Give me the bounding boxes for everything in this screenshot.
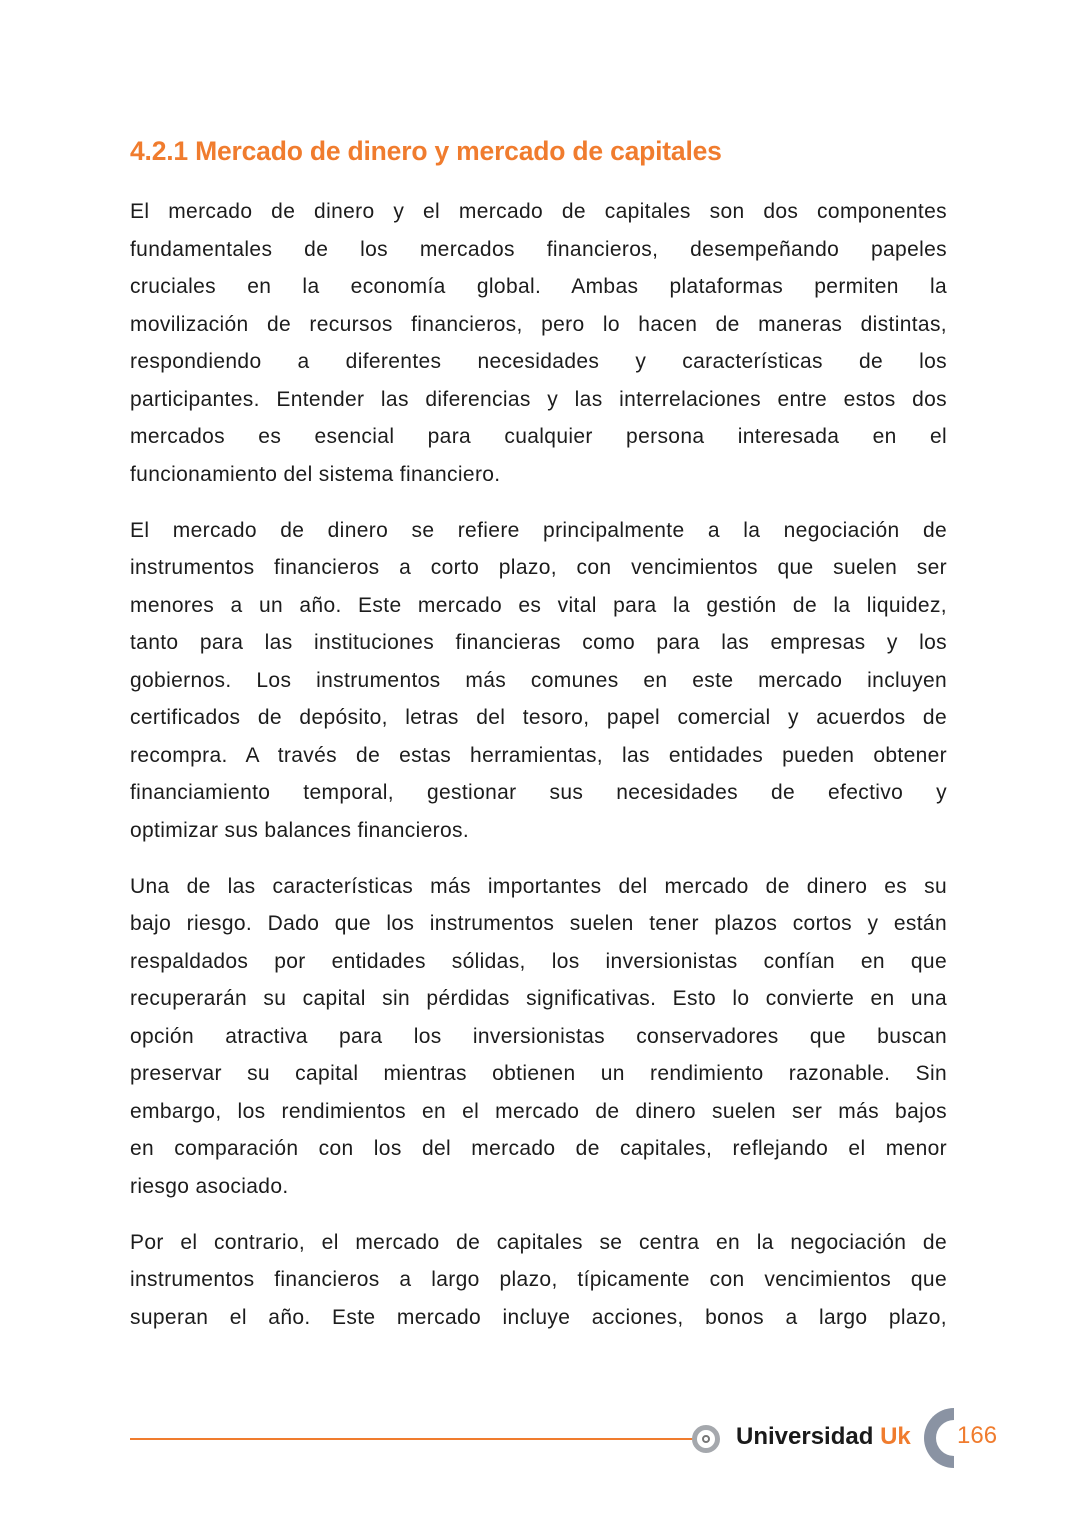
text-line: Por el contrario, el mercado de capitales se centra en la negociación de: [130, 1230, 947, 1254]
text-line: gobiernos. Los instrumentos más comunes en este mercado incluyen: [130, 668, 947, 692]
text-line: recompra. A través de estas herramientas, las entidades pueden obtener: [130, 743, 947, 767]
text-line: tanto para las instituciones financieras como para las empresas y los: [130, 631, 947, 654]
section-heading: 4.2.1 Mercado de dinero y mercado de capitales: [130, 136, 722, 166]
body-text: [130, 193, 947, 1355]
paragraph: [130, 512, 947, 850]
text-line: funcionamiento del sistema financiero.: [130, 462, 501, 486]
text-line: en comparación con los del mercado de capitales, reflejando el menor: [130, 1137, 947, 1160]
text-line: mercados es esencial para cualquier persona interesada en el: [130, 425, 947, 448]
footer-brand: [736, 1423, 911, 1451]
text-line: cruciales en la economía global. Ambas plataformas permiten la: [130, 275, 947, 298]
text-line: El mercado de dinero se refiere principalmente a la negociación de: [130, 518, 947, 542]
text-line: respaldados por entidades sólidas, los inversionistas confían en que: [130, 949, 947, 973]
text-line: recuperarán su capital sin pérdidas significativas. Esto lo convierte en una: [130, 987, 947, 1010]
text-line: embargo, los rendimientos en el mercado de dinero suelen ser más bajos: [130, 1099, 947, 1123]
text-line: financiamiento temporal, gestionar sus necesidades de efectivo y: [130, 781, 947, 804]
text-line: respondiendo a diferentes necesidades y características de los: [130, 350, 947, 373]
page-number: 166: [957, 1422, 998, 1449]
text-line: participantes. Entender las diferencias y las interrelaciones entre estos dos: [130, 387, 947, 411]
brand-name: Universidad: [736, 1423, 874, 1450]
text-line: bajo riesgo. Dado que los instrumentos suelen tener plazos cortos y están: [130, 912, 947, 935]
text-line: preservar su capital mientras obtienen un rendimiento razonable. Sin: [130, 1062, 947, 1085]
text-line: instrumentos financieros a corto plazo, con vencimientos que suelen ser: [130, 556, 947, 579]
paragraph: [130, 193, 947, 493]
text-line: optimizar sus balances financieros.: [130, 818, 470, 842]
text-line: certificados de depósito, letras del tesoro, papel comercial y acuerdos de: [130, 706, 947, 729]
text-line: instrumentos financieros a largo plazo, típicamente con vencimientos que: [130, 1268, 947, 1291]
text-line: superan el año. Este mercado incluye acciones, bonos a largo plazo,: [130, 1305, 947, 1329]
paragraph: [130, 1224, 947, 1337]
text-line: opción atractiva para los inversionistas conservadores que buscan: [130, 1024, 947, 1048]
text-line: riesgo asociado.: [130, 1174, 289, 1198]
text-line: Una de las características más importantes del mercado de dinero es su: [130, 874, 947, 898]
text-line: El mercado de dinero y el mercado de capitales son dos componentes: [130, 200, 947, 223]
brand-suffix: Uk: [880, 1423, 911, 1450]
text-line: fundamentales de los mercados financieros, desempeñando papeles: [130, 237, 947, 261]
paragraph: [130, 868, 947, 1206]
text-line: menores a un año. Este mercado es vital para la gestión de la liquidez,: [130, 593, 947, 617]
text-line: movilización de recursos financieros, pero lo hacen de maneras distintas,: [130, 312, 947, 336]
footer-circle-icon: [692, 1425, 720, 1453]
footer-divider: [130, 1438, 695, 1440]
